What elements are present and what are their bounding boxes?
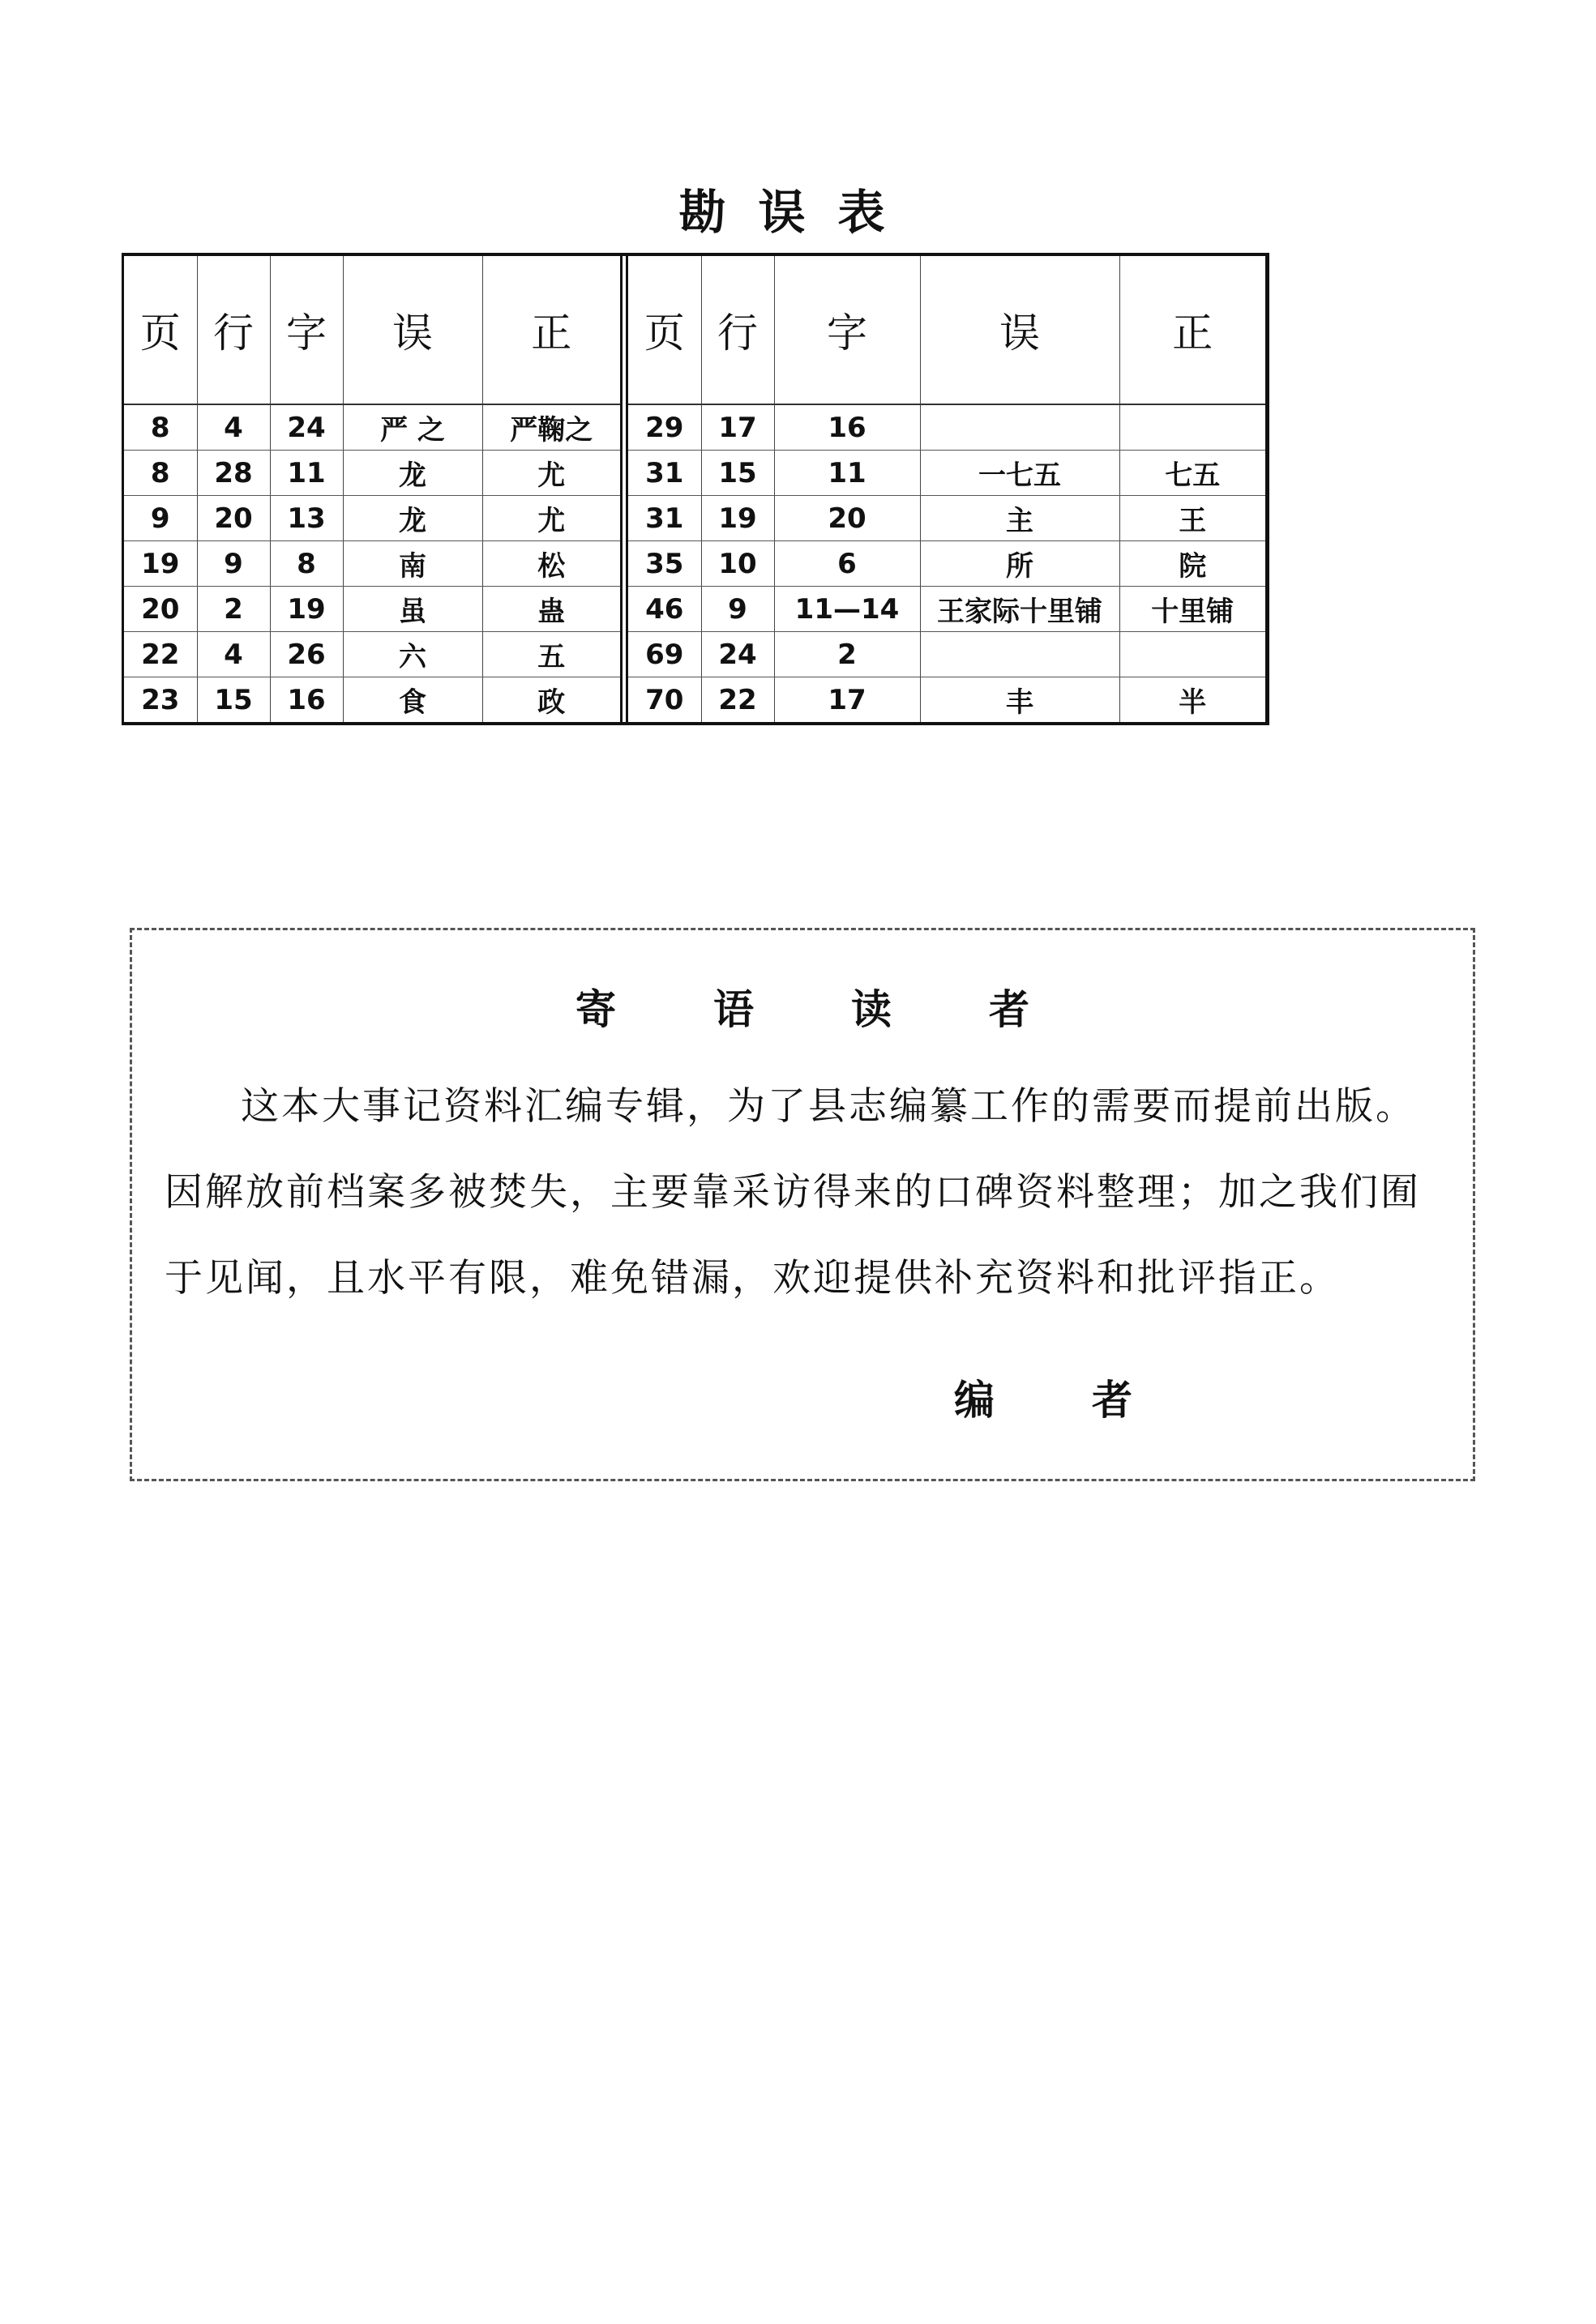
table-cell: 严鞠之	[482, 404, 620, 451]
table-row	[628, 677, 1265, 723]
table-cell: 24	[701, 632, 774, 677]
table-cell: 22	[701, 677, 774, 723]
table-cell: 9	[701, 587, 774, 632]
table-cell: 五	[482, 632, 620, 677]
column-header: 页	[628, 256, 701, 404]
errata-table-left	[124, 256, 620, 722]
column-header: 字	[270, 256, 343, 404]
table-cell: 松	[482, 541, 620, 587]
table-cell: 虽	[343, 587, 482, 632]
table-cell: 尤	[482, 496, 620, 541]
table-cell: 9	[124, 496, 197, 541]
table-cell: 35	[628, 541, 701, 587]
table-cell: 20	[774, 496, 920, 541]
table-cell: 19	[124, 541, 197, 587]
table-row	[124, 677, 620, 723]
table-cell: 南	[343, 541, 482, 587]
table-cell: 69	[628, 632, 701, 677]
table-cell: 16	[774, 404, 920, 451]
table-cell: 主	[920, 496, 1119, 541]
table-cell: 11	[774, 451, 920, 496]
table-cell: 七五	[1119, 451, 1265, 496]
column-header: 页	[124, 256, 197, 404]
table-row	[628, 451, 1265, 496]
table-cell: 16	[270, 677, 343, 723]
table-cell: 龙	[343, 451, 482, 496]
table-row	[628, 632, 1265, 677]
table-cell: 15	[701, 451, 774, 496]
table-cell: 六	[343, 632, 482, 677]
table-cell: 院	[1119, 541, 1265, 587]
table-row	[628, 404, 1265, 451]
table-row	[124, 404, 620, 451]
table-row	[124, 632, 620, 677]
table-cell: 一七五	[920, 451, 1119, 496]
table-cell: 70	[645, 683, 684, 716]
table-cell: 4	[197, 632, 270, 677]
table-cell: 8	[124, 404, 197, 451]
table-row	[124, 451, 620, 496]
table-row	[628, 587, 1265, 632]
column-header: 字	[774, 256, 920, 404]
table-cell: 23	[141, 683, 180, 716]
table-cell: 王家际十里铺	[920, 587, 1119, 632]
table-cell: 王	[1119, 496, 1265, 541]
table-cell: 26	[270, 632, 343, 677]
table-cell: 11—14	[774, 587, 920, 632]
table-cell: 半	[1119, 677, 1265, 723]
table-row	[124, 541, 620, 587]
table-cell: 8	[270, 541, 343, 587]
table-cell: 20	[197, 496, 270, 541]
table-cell: 15	[197, 677, 270, 723]
table-cell: 31	[628, 496, 701, 541]
column-header: 行	[197, 256, 270, 404]
table-cell: 2	[197, 587, 270, 632]
table-cell: 食	[343, 677, 482, 723]
table-cell: 24	[270, 404, 343, 451]
table-row	[628, 541, 1265, 587]
note-title: 寄语读者	[576, 986, 1127, 1033]
table-cell: 8	[124, 451, 197, 496]
table-cell: 十里铺	[1119, 587, 1265, 632]
column-header: 误	[920, 256, 1119, 404]
table-cell: 46	[628, 587, 701, 632]
table-row	[124, 587, 620, 632]
errata-table	[122, 253, 1269, 725]
reader-note	[130, 928, 1475, 1481]
column-header: 正	[1119, 256, 1265, 404]
table-cell: 28	[197, 451, 270, 496]
table-cell: 19	[270, 587, 343, 632]
table-cell: 尤	[482, 451, 620, 496]
table-row	[628, 496, 1265, 541]
table-cell: 蛊	[482, 587, 620, 632]
table-cell: 17	[701, 404, 774, 451]
table-cell: 29	[628, 404, 701, 451]
table-cell: 龙	[343, 496, 482, 541]
table-cell	[920, 404, 1119, 451]
table-cell: 22	[124, 632, 197, 677]
table-cell	[920, 632, 1119, 677]
table-cell: 4	[197, 404, 270, 451]
note-signature: 编者	[954, 1377, 1230, 1424]
errata-table-right	[628, 256, 1265, 722]
table-cell: 11	[270, 451, 343, 496]
table-row	[124, 496, 620, 541]
table-cell: 31	[628, 451, 701, 496]
table-cell: 所	[920, 541, 1119, 587]
column-header: 正	[482, 256, 620, 404]
note-body: 这本大事记资料汇编专辑，为了县志编纂工作的需要而提前出版。因解放前档案多被焚失，主要靠采访得来的口碑资料整理；加之我们囿于见闻，且水平有限，难免错漏，欢迎提供补充资料和批评指正。	[165, 1084, 1421, 1301]
table-cell: 9	[197, 541, 270, 587]
table-cell: 严 之	[343, 404, 482, 451]
table-cell: 17	[774, 677, 920, 723]
table-divider	[620, 256, 628, 722]
table-cell: 20	[124, 587, 197, 632]
table-cell: 丰	[920, 677, 1119, 723]
table-cell	[1119, 404, 1265, 451]
errata-title: 勘误表	[678, 185, 918, 240]
table-cell: 2	[774, 632, 920, 677]
table-cell: 10	[701, 541, 774, 587]
table-cell: 19	[701, 496, 774, 541]
table-cell	[1119, 632, 1265, 677]
column-header: 行	[701, 256, 774, 404]
table-cell: 13	[270, 496, 343, 541]
table-cell: 政	[482, 677, 620, 723]
table-cell: 6	[774, 541, 920, 587]
column-header: 误	[343, 256, 482, 404]
